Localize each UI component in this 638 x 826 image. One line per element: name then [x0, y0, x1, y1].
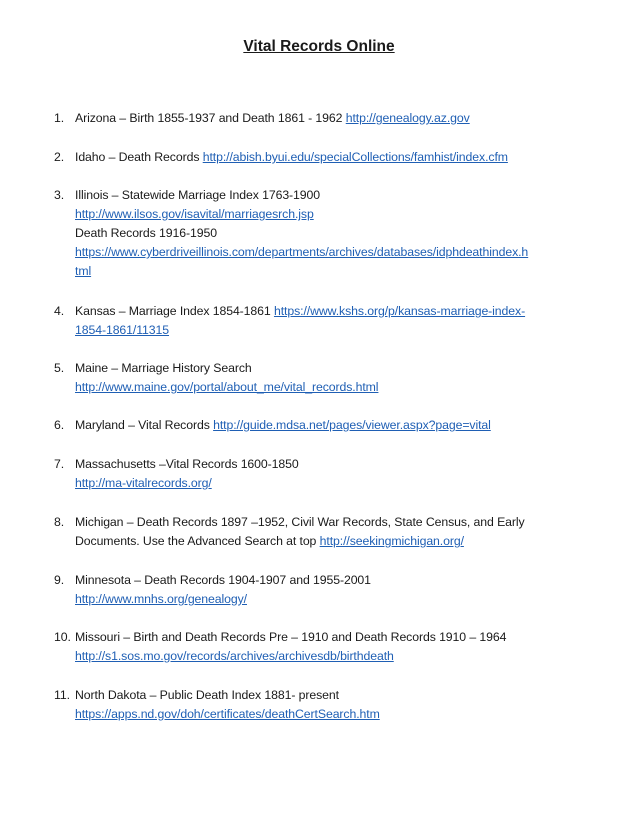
minnesota-link[interactable]: http://www.mnhs.org/genealogy/	[75, 592, 247, 606]
list-number: 5.	[54, 361, 65, 375]
list-number: 8.	[54, 515, 65, 529]
item-text: Maine – Marriage History Search	[75, 361, 252, 375]
list-item-maryland	[54, 416, 614, 435]
item-text-secondary: Documents. Use the Advanced Search at top	[75, 534, 317, 548]
list-item-minnesota	[54, 571, 614, 609]
list-number: 7.	[54, 457, 65, 471]
list-item-kansas	[54, 302, 614, 340]
list-number: 11.	[54, 688, 70, 702]
kansas-link-continued[interactable]: 1854-1861/11315	[75, 323, 170, 337]
item-text: Minnesota – Death Records 1904-1907 and 1955-2001	[75, 573, 371, 587]
list-number: 1.	[54, 111, 65, 125]
list-item-maine	[54, 359, 614, 397]
list-number: 3.	[54, 188, 65, 202]
illinois-death-link[interactable]: https://www.cyberdriveillinois.com/departments/archives/databases/idphdeathindex.h	[75, 245, 529, 259]
missouri-link[interactable]: http://s1.sos.mo.gov/records/archives/archivesdb/birthdeath	[75, 649, 394, 663]
list-number: 2.	[54, 150, 65, 164]
page-title: Vital Records Online	[243, 38, 395, 55]
illinois-death-link-continued[interactable]: tml	[75, 264, 92, 278]
list-item-massachusetts	[54, 455, 614, 493]
michigan-link[interactable]: http://seekingmichigan.org/	[319, 534, 464, 548]
item-text: Missouri – Birth and Death Records Pre – 1910 and Death Records 1910 – 1964	[75, 630, 507, 644]
list-item-illinois	[54, 186, 614, 281]
list-number: 9.	[54, 573, 65, 587]
list-item-arizona	[54, 109, 614, 128]
item-text: Massachusetts –Vital Records 1600-1850	[75, 457, 299, 471]
maryland-link[interactable]: http://guide.mdsa.net/pages/viewer.aspx?page=vital	[213, 418, 491, 432]
kansas-link[interactable]: https://www.kshs.org/p/kansas-marriage-index-	[273, 304, 526, 318]
item-text: Idaho – Death Records	[75, 150, 200, 164]
illinois-marriage-link[interactable]: http://www.ilsos.gov/isavital/marriagesrch.jsp	[75, 207, 314, 221]
item-text: Maryland – Vital Records	[75, 418, 210, 432]
item-text: Michigan – Death Records 1897 –1952, Civil War Records, State Census, and Early	[75, 515, 525, 529]
north-dakota-link[interactable]: https://apps.nd.gov/doh/certificates/deathCertSearch.htm	[75, 707, 380, 721]
maine-link[interactable]: http://www.maine.gov/portal/about_me/vital_records.html	[75, 380, 379, 394]
list-number: 6.	[54, 418, 65, 432]
item-text-secondary: Death Records 1916-1950	[75, 226, 217, 240]
massachusetts-link[interactable]: http://ma-vitalrecords.org/	[75, 476, 212, 490]
list-number: 4.	[54, 304, 65, 318]
arizona-link[interactable]: http://genealogy.az.gov	[345, 111, 470, 125]
item-text: Illinois – Statewide Marriage Index 1763-1900	[75, 188, 321, 202]
list-item-idaho	[54, 148, 614, 167]
item-text: Arizona – Birth 1855-1937 and Death 1861 - 1962	[75, 111, 343, 125]
list-item-michigan	[54, 513, 614, 551]
list-item-missouri	[54, 628, 614, 666]
list-item-north-dakota	[54, 686, 614, 724]
list-number: 10.	[54, 630, 71, 644]
item-text: Kansas – Marriage Index 1854-1861	[75, 304, 271, 318]
idaho-link[interactable]: http://abish.byui.edu/specialCollections/famhist/index.cfm	[202, 150, 508, 164]
item-text: North Dakota – Public Death Index 1881- present	[75, 688, 339, 702]
